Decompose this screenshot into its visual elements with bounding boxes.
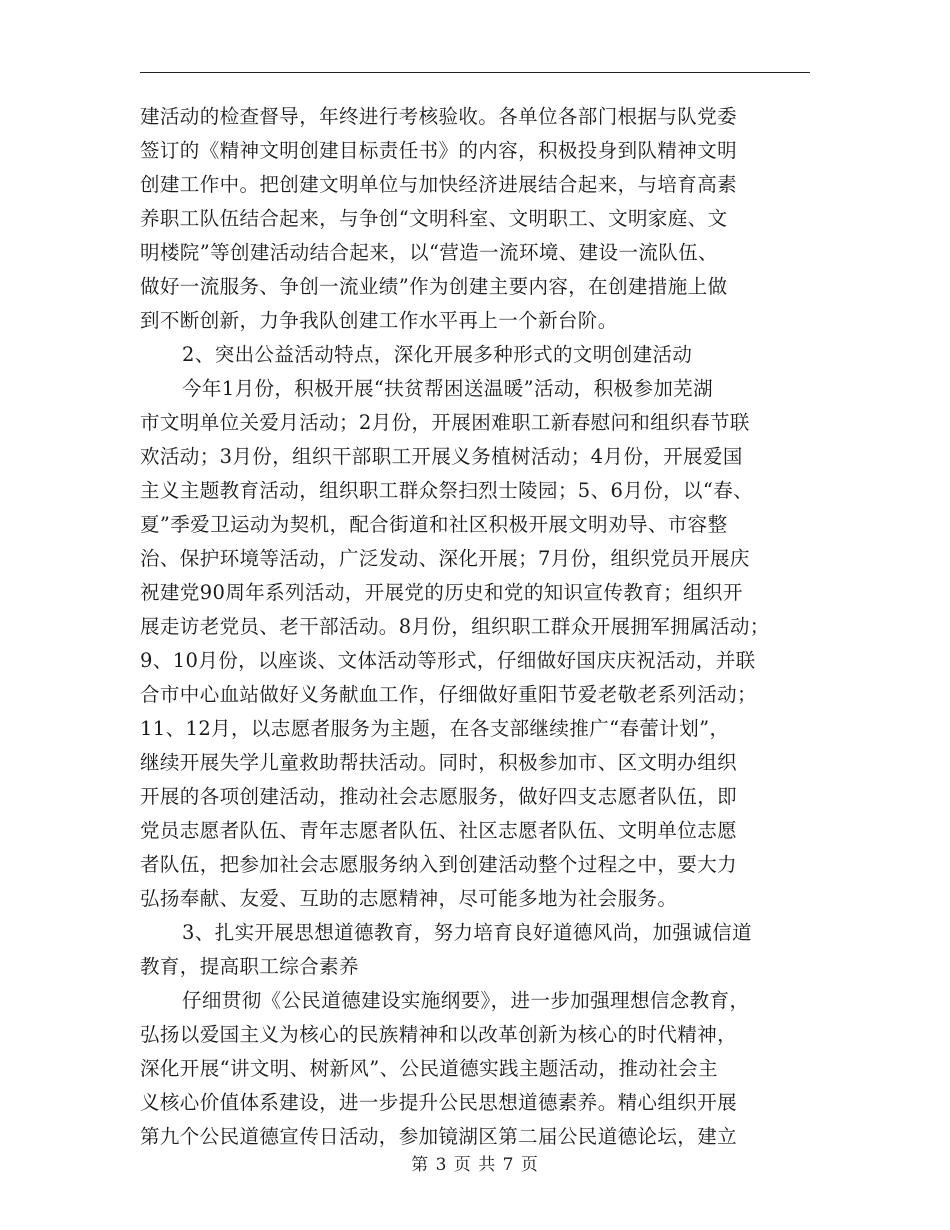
text-line: 开展的各项创建活动，推动社会志愿服务，做好四支志愿者队伍，即 [140,785,738,808]
text-line: 治、保护环境等活动，广泛发动、深化开展；7月份，组织党员开展庆 [140,547,750,570]
text-line: 祝建党90周年系列活动，开展党的历史和党的知识宣传教育；组织开 [140,581,743,604]
header-rule [140,72,810,73]
text-line: 今年1月份，积极开展“扶贫帮困送温暖”活动，积极参加芜湖 [182,377,714,400]
text-line: 党员志愿者队伍、青年志愿者队伍、社区志愿者队伍、文明单位志愿 [140,819,738,842]
text-line: 者队伍，把参加社会志愿服务纳入到创建活动整个过程之中，要大力 [140,853,738,876]
text-line: 9、10月份，以座谈、文体活动等形式，仔细做好国庆庆祝活动，并联 [140,649,756,672]
document-body [140,100,830,1154]
text-line: 教育，提高职工综合素养 [140,955,359,978]
text-line: 2、突出公益活动特点，深化开展多种形式的文明创建活动 [182,343,693,366]
text-line: 到不断创新，力争我队创建工作水平再上一个新台阶。 [140,309,618,332]
text-line: 创建工作中。把创建文明单位与加快经济进展结合起来，与培育高素 [140,173,738,196]
text-line: 深化开展“讲文明、树新风”、公民道德实践主题活动，推动社会主 [140,1057,718,1080]
text-line: 欢活动；3月份，组织干部职工开展义务植树活动；4月份，开展爱国 [140,445,743,468]
text-line: 义核心价值体系建设，进一步提升公民思想道德素养。精心组织开展 [140,1091,738,1114]
text-line: 明楼院”等创建活动结合起来，以“营造一流环境、建设一流队伍、 [140,241,718,264]
page-number-footer: 第 3 页 共 7 页 [411,1155,539,1175]
text-line: 仔细贯彻《公民道德建设实施纲要》，进一步加强理想信念教育， [182,989,750,1012]
text-line: 11、12月，以志愿者服务为主题，在各支部继续推广“春蕾计划”， [140,717,730,740]
text-line: 主义主题教育活动，组织职工群众祭扫烈士陵园；5、6月份，以“春、 [140,479,754,502]
text-line: 签订的《精神文明创建目标责任书》的内容，积极投身到队精神文明 [140,139,738,162]
text-line: 夏”季爱卫运动为契机，配合街道和社区积极开展文明劝导、市容整 [140,513,728,536]
text-line: 继续开展失学儿童救助帮扶活动。同时，积极参加市、区文明办组织 [140,751,738,774]
text-line: 做好一流服务、争创一流业绩”作为创建主要内容，在创建措施上做 [140,275,728,298]
text-line: 第九个公民道德宣传日活动，参加镜湖区第二届公民道德论坛，建立 [140,1125,738,1148]
text-line: 市文明单位关爱月活动；2月份，开展困难职工新春慰问和组织春节联 [140,411,750,434]
text-line: 合市中心血站做好义务献血工作，仔细做好重阳节爱老敬老系列活动； [140,683,757,706]
text-line: 展走访老党员、老干部活动。8月份，组织职工群众开展拥军拥属活动； [140,615,770,638]
text-line: 弘扬奉献、友爱、互助的志愿精神，尽可能多地为社会服务。 [140,887,678,910]
text-line: 建活动的检查督导，年终进行考核验收。各单位各部门根据与队党委 [140,105,738,128]
text-line: 养职工队伍结合起来，与争创“文明科室、文明职工、文明家庭、文 [140,207,728,230]
text-line: 3、扎实开展思想道德教育，努力培育良好道德风尚，加强诚信道 [182,921,753,944]
text-line: 弘扬以爱国主义为核心的民族精神和以改革创新为核心的时代精神， [140,1023,738,1046]
